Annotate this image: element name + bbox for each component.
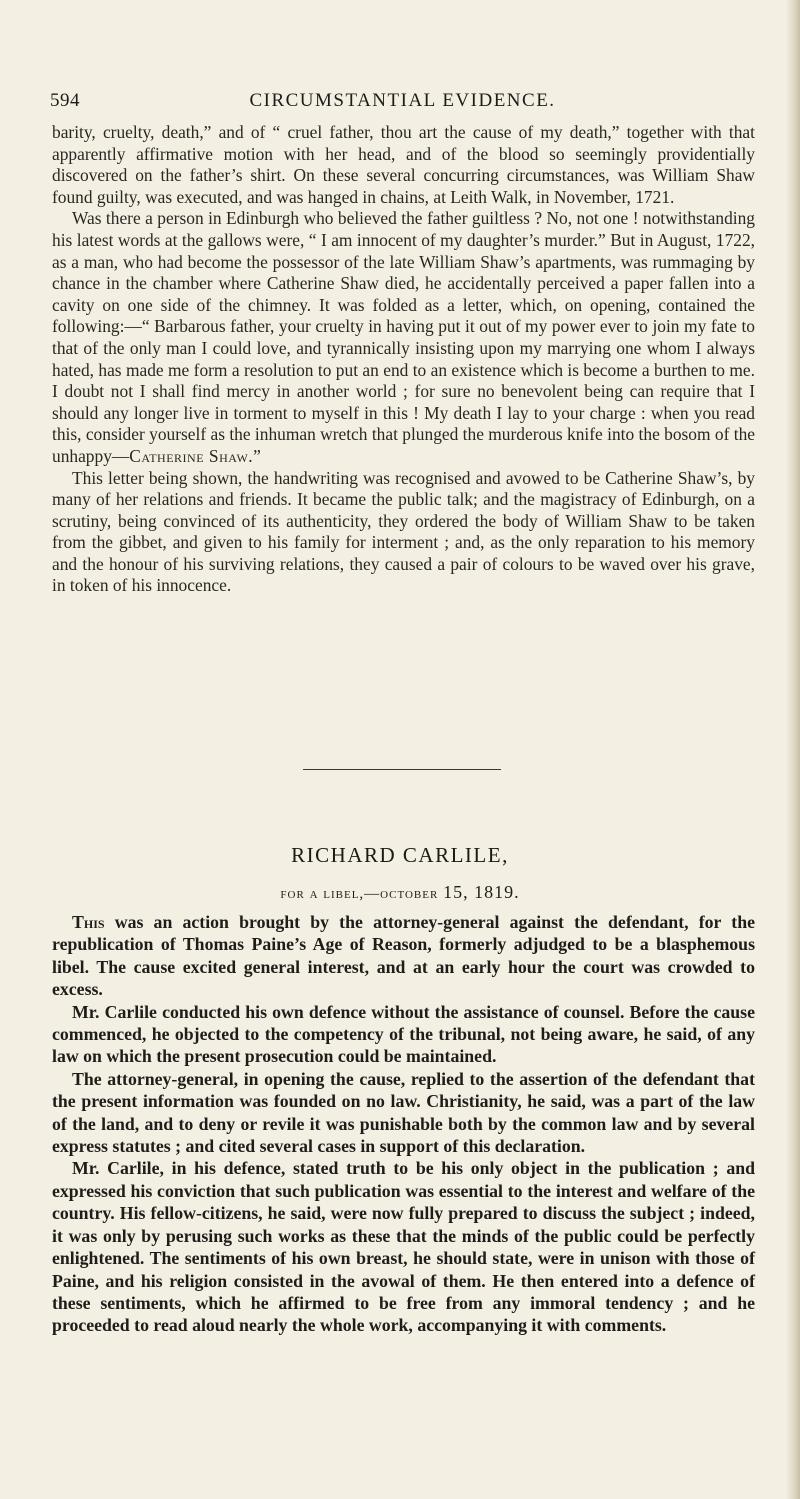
opening-word: This (72, 912, 105, 932)
previous-case-text (52, 122, 755, 597)
paragraph-letter (52, 208, 755, 467)
closing-quote: ” (253, 445, 261, 466)
letter-signature: Catherine Shaw. (129, 445, 254, 466)
paragraph-carlile-defence: Mr. Carlile, in his defence, stated truth to be his only object in the publication ; and expressed his conviction that such publication was essential to the interest and welfare of the country. His fellow-citizens, he said, were now fully prepared to discuss the subject ; indeed, it was only by perusing such works as these that the minds of the public could be perfectly enlightened. The sentiments of his own breast, he should state, were in unison with those of Paine, and his religion consisted in the avowal of them. He then entered into a defence of these sentiments, which he affirmed to be free from any immoral tendency ; and he proceeded to read aloud nearly the whole work, accompanying it with comments. (52, 1158, 755, 1336)
running-title: CIRCUMSTANTIAL EVIDENCE. (249, 90, 556, 111)
page-header (50, 90, 755, 120)
paragraph-intro-body: was an action brought by the attorney-general against the defendant, for the republication of Thomas Paine’s Age of Reason, formerly adjudged to be a blasphemous libel. The cause excited general interest, and at an early hour the court was crowded to excess. (52, 912, 755, 1000)
paragraph-defence-objection: Mr. Carlile conducted his own defence without the assistance of counsel. Before the cause commenced, he objected to the competency of the tribunal, not being aware, he said, of any law on which the present prosecution could be maintained. (52, 1001, 755, 1067)
paragraph-continuation: barity, cruelty, death,” and of “ cruel father, thou art the cause of my death,” together with that apparently affirmative motion with her head, and of the blood so seemingly providentially discovered on the father’s shirt. On these several concurring circumstances, was William Shaw found guilty, was executed, and was hanged in chains, at Leith Walk, in November, 1721. (52, 122, 755, 207)
trial-subheading (0, 882, 800, 903)
trial-subheading-date: 15, 1819. (443, 882, 520, 902)
paragraph-conclusion: This letter being shown, the handwriting was recognised and avowed to be Catherine Shaw’s, by many of her relations and friends. It became the public talk; and the magistracy of Edinburgh, on a scrutiny, being convinced of its authenticity, they ordered the body of William Shaw to be taken from the gibbet, and given to his family for interment ; and, as the only reparation to his memory and the honour of his surviving relations, they caused a pair of colours to be waved over his grave, in token of his innocence. (52, 467, 755, 596)
section-divider (303, 769, 501, 770)
page-edge-shadow (786, 0, 800, 1499)
paragraph-letter-body: Was there a person in Edinburgh who believed the father guiltless ? No, not one ! notwithstanding his latest words at the gallows were, “ I am innocent of my daughter’s murder.” But in August, 1722, as a man, who had become the possessor of the late William Shaw’s apartments, was rummaging by chance in the chamber where Catherine Shaw died, he accidentally perceived a paper fallen into a cavity on one side of the chimney. It was folded as a letter, which, on opening, contained the following:—“ Barbarous father, your cruelty in having put it out of my power ever to join my fate to that of the only man I could love, and tyrannically insisting upon my marrying one whom I always hated, has made me form a resolution to put an end to an existence which is become a burthen to me. I doubt not I shall find mercy in another world ; for sure no benevolent being can require that I should any longer live in torment to myself in this ! My death I lay to your charge : when you read this, consider yourself as the inhuman wretch that plunged the murderous knife into the bosom of the unhappy— (52, 208, 755, 466)
paragraph-attorney-general: The attorney-general, in opening the cause, replied to the assertion of the defendant that the present information was founded on no law. Christianity, he said, was a part of the law of the land, and to deny or revile it was punishable both by the common law and by several express statutes ; and cited several cases in support of this declaration. (52, 1068, 755, 1157)
trial-subheading-prefix: for a libel,—october (280, 886, 439, 902)
page-number: 594 (50, 90, 80, 111)
carlile-case-text (52, 911, 755, 1337)
trial-heading: RICHARD CARLILE, (291, 843, 509, 867)
paragraph-intro (52, 911, 755, 1001)
